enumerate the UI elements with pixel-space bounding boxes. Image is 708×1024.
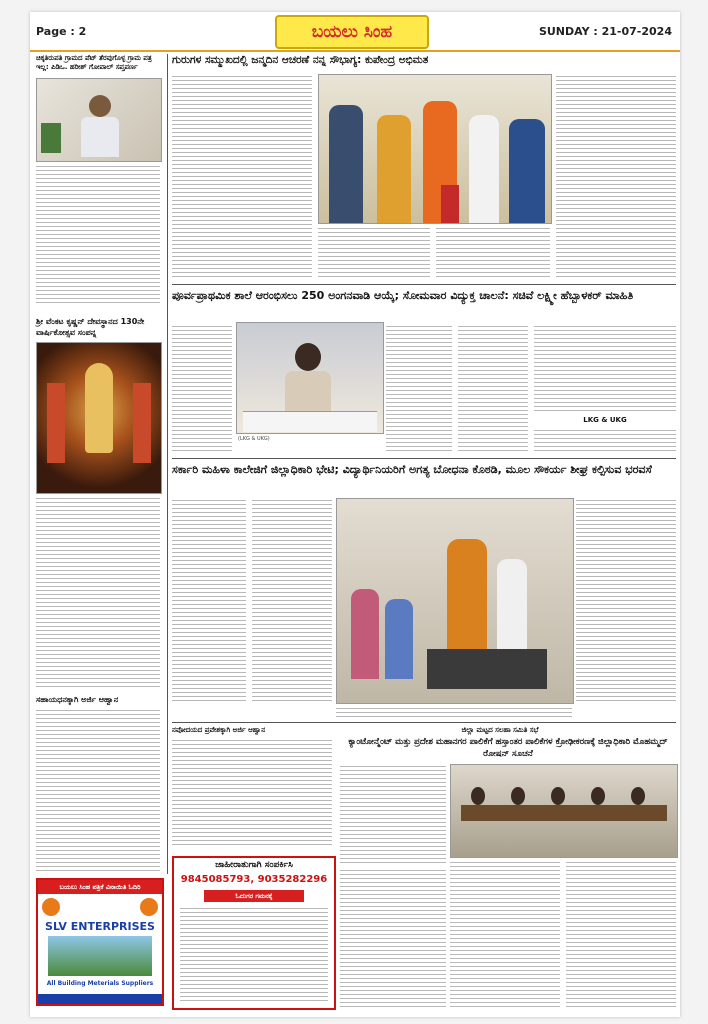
page-number: Page : 2 (36, 25, 87, 38)
newspaper-page (30, 12, 680, 1017)
om-icon (42, 898, 60, 916)
cantonment-col-1 (340, 764, 446, 864)
left-headline-2: ಶ್ರೀ ವೆಂಕಟ ಕೃಷ್ಣನ್ ದೇವಸ್ಥಾನದ 130ನೇ ವಾರ್ಷಿಕೋತ್ಸವ ಸಂಪನ್ನ (36, 317, 145, 337)
top-story-photo (318, 74, 552, 224)
mid-article-col-1 (172, 324, 232, 454)
notice-body (180, 906, 328, 1002)
mid-article-col-2 (386, 324, 452, 454)
top-article-col-4 (556, 74, 676, 280)
mid-photo-caption: (LKG & UKG) (238, 436, 270, 442)
mid-article-col-3 (458, 324, 528, 454)
section-divider (172, 284, 676, 285)
mid-highlight: LKG & UKG (583, 416, 627, 424)
college-headline: ಸರ್ಕಾರಿ ಮಹಿಳಾ ಕಾಲೇಜಿಗೆ ಜಿಲ್ಲಾಧಿಕಾರಿ ಭೇಟಿ; ವಿದ್ಯಾರ್ಥಿನಿಯರಿಗೆ ಅಗತ್ಯ ಬೋಧನಾ ಕೊಠಡಿ, ಮೂಲ ಸೌಕರ್ಯ ಶೀಘ್ರ ಕಲ್ಪಿಸುವ ಭರವಸೆ (172, 463, 652, 476)
slv-tagline: All Building Meterials Suppliers (46, 980, 154, 987)
top-article-col-2 (318, 226, 430, 280)
committee-subhead: ಜಿಲ್ಲಾ ಮಟ್ಟದ ಸಲಹಾ ಸಮಿತಿ ಸಭೆ (461, 726, 539, 734)
top-headline: ಗುರುಗಳ ಸಮ್ಮುಖದಲ್ಲಿ ಜನ್ಮದಿನ ಆಚರಣೆ ನನ್ನ ಸೌಭಾಗ್ಯ: ಕುಪೇಂದ್ರ ಅಭಿಮತ (172, 54, 429, 66)
issue-date: SUNDAY : 21-07-2024 (538, 25, 672, 38)
slv-footer-bar (38, 994, 162, 1004)
section-divider (172, 458, 676, 459)
left-headline-1: ಚಿಕ್ಕತಿರುಪತಿ ಗ್ರಾಮದ ಪೆಟ್ ತೆರವುಗೊಳ್ಳ ಗ್ರಾಮ ಪತ್ರ ಇಲ್ಲ: ಪಿಡಿಒ. ಹರೀಶ್ ಗೋಪಾಲ್ ಸಪ್ತಪರ್ಣ (36, 54, 152, 71)
left-article-3-body (36, 708, 160, 872)
cantonment-col-3 (566, 860, 676, 1008)
cantonment-col-2 (450, 860, 560, 1008)
cantonment-headline: ಕ್ಯಾಂಟೋನ್ಮೆಂಟ್ ಮತ್ತು ಪ್ರದೇಶ ಮಹಾನಗರ ಪಾಲಿಕೆಗೆ ಹಸ್ತಾಂತರ ಪಾಲಿಕೆಗಳ ಕ್ರೋಢೀಕರಣಕ್ಕೆ ಜಿಲ್ಲಾಧಿಕಾರಿ ಮೊಹಮ್ಮದ್ ರೋಷನ್ ಸೂಚನೆ (348, 737, 668, 759)
left-article-1-body (36, 164, 160, 304)
top-article-col-1 (172, 74, 312, 280)
masthead (30, 12, 680, 52)
section-divider (172, 722, 676, 723)
minister-photo (236, 322, 384, 434)
mid-headline: ಪೂರ್ವಪ್ರಾಥಮಿಕ ಶಾಲೆ ಆರಂಭಿಸಲು 250 ಅಂಗನವಾಡಿ ಆಯ್ಕೆ; ಸೋಮವಾರ ವಿದ್ಯುಕ್ತ ಚಾಲನೆ: ಸಚಿವೆ ಲಕ್ಷ್ಮೀ ಹೆಬ್ಬಾಳಕರ್ ಮಾಹಿತಿ (172, 289, 634, 302)
om-icon (140, 898, 158, 916)
brand-logo: ಬಯಲು ಸಿಂಹ (275, 15, 429, 49)
slv-ad-banner: ಬಯಲು ಸಿಂಹ ಪತ್ರಿಕೆ ವಿನಾಯಿತಿ ಓದಿರಿ (38, 880, 162, 894)
college-article-col-4 (576, 498, 676, 704)
left-headline-3: ಸಹಾಯಧನಕ್ಕಾಗಿ ಅರ್ಜಿ ಆಹ್ವಾನ (36, 695, 119, 704)
pdo-photo (36, 78, 162, 162)
slv-name: SLV ENTERPRISES (45, 920, 155, 933)
college-article-tail (336, 706, 572, 720)
college-visit-photo (336, 498, 574, 704)
column-divider (167, 54, 168, 874)
cantonment-col-1b (340, 868, 446, 1008)
slv-advert (36, 878, 164, 1006)
mid-article-col-4 (534, 324, 676, 412)
temple-photo (36, 342, 162, 494)
contact-advert (172, 856, 336, 1010)
college-article-col-2 (252, 498, 332, 704)
contact-title: ಜಾಹೀರಾತುಗಾಗಿ ಸಂಪರ್ಕಿಸಿ (215, 860, 293, 870)
mid-article-col-4b (534, 428, 676, 454)
navodaya-body (172, 738, 332, 848)
contact-phones: 9845085793, 9035282296 (180, 874, 328, 885)
navodaya-headline: ನವೋದಯದ ಪ್ರವೇಶಕ್ಕಾಗಿ ಅರ್ಜಿ ಆಹ್ವಾನ (172, 726, 266, 734)
top-article-col-3 (436, 226, 550, 280)
meeting-photo (450, 764, 678, 858)
notice-banner: ಓದುಗರ ಗಮನಕ್ಕೆ (204, 890, 304, 902)
building-materials-image (48, 936, 152, 976)
left-article-2-body (36, 496, 160, 688)
college-article-col-1 (172, 498, 246, 704)
